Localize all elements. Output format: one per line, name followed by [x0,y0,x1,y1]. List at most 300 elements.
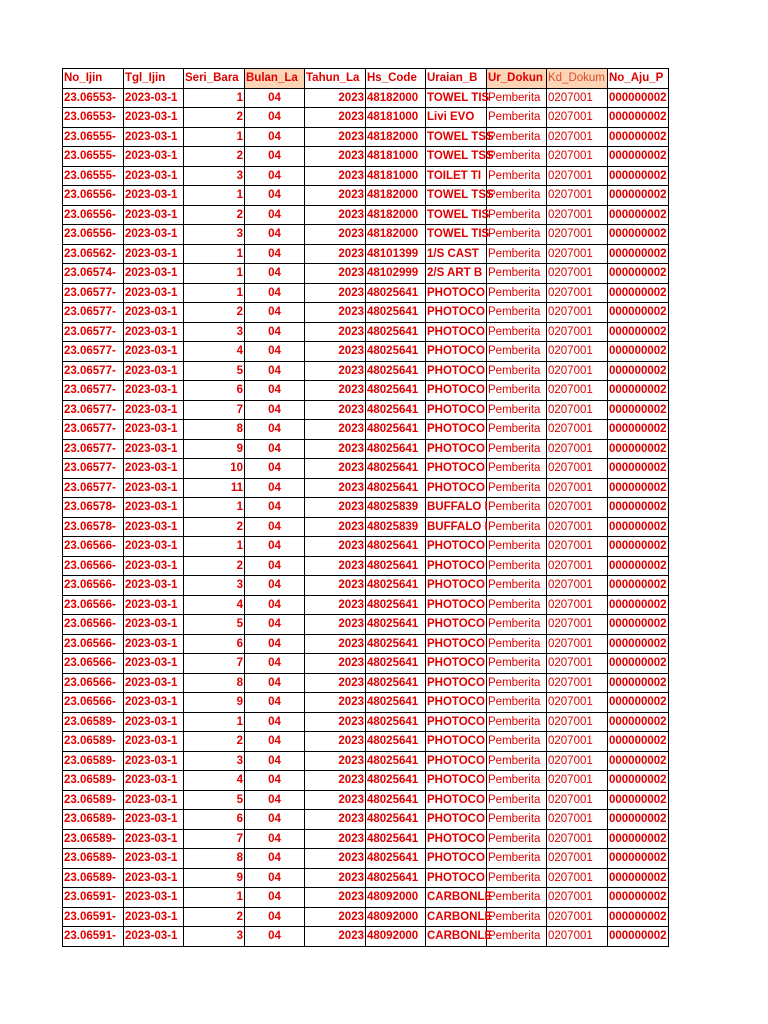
cell-tgl-ijin[interactable]: 2023-03-1 [124,108,184,128]
cell-kd-dokumen[interactable]: 0207001 [547,810,608,830]
cell-ur-dokumen[interactable]: Pemberita [487,108,547,128]
cell-hs-code[interactable]: 48181000 [366,108,426,128]
cell-tgl-ijin[interactable]: 2023-03-1 [124,322,184,342]
cell-tgl-ijin[interactable]: 2023-03-1 [124,244,184,264]
cell-uraian-barang[interactable]: TOWEL TSS [426,147,487,167]
cell-no-aju[interactable]: 000000002 [608,907,669,927]
cell-no-aju[interactable]: 000000002 [608,361,669,381]
cell-uraian-barang[interactable]: PHOTOCO [426,751,487,771]
cell-no-aju[interactable]: 000000002 [608,927,669,947]
cell-no-ijin[interactable]: 23.06577- [63,478,124,498]
cell-no-aju[interactable]: 000000002 [608,693,669,713]
cell-uraian-barang[interactable]: PHOTOCO [426,810,487,830]
cell-uraian-barang[interactable]: TOWEL TSS [426,186,487,206]
cell-tahun-lapor[interactable]: 2023 [305,166,366,186]
cell-no-aju[interactable]: 000000002 [608,205,669,225]
cell-tahun-lapor[interactable]: 2023 [305,244,366,264]
cell-kd-dokumen[interactable]: 0207001 [547,888,608,908]
cell-no-ijin[interactable]: 23.06553- [63,88,124,108]
cell-no-aju[interactable]: 000000002 [608,322,669,342]
cell-no-aju[interactable]: 000000002 [608,381,669,401]
cell-kd-dokumen[interactable]: 0207001 [547,634,608,654]
cell-seri-barang[interactable]: 1 [184,537,245,557]
cell-bulan-lapor[interactable]: 04 [245,342,305,362]
cell-tahun-lapor[interactable]: 2023 [305,790,366,810]
cell-kd-dokumen[interactable]: 0207001 [547,673,608,693]
cell-no-ijin[interactable]: 23.06556- [63,225,124,245]
cell-no-aju[interactable]: 000000002 [608,459,669,479]
cell-seri-barang[interactable]: 4 [184,342,245,362]
cell-kd-dokumen[interactable]: 0207001 [547,264,608,284]
cell-no-ijin[interactable]: 23.06589- [63,771,124,791]
cell-tahun-lapor[interactable]: 2023 [305,303,366,323]
cell-no-ijin[interactable]: 23.06556- [63,205,124,225]
cell-tahun-lapor[interactable]: 2023 [305,322,366,342]
cell-bulan-lapor[interactable]: 04 [245,907,305,927]
cell-tgl-ijin[interactable]: 2023-03-1 [124,381,184,401]
cell-tahun-lapor[interactable]: 2023 [305,927,366,947]
cell-bulan-lapor[interactable]: 04 [245,829,305,849]
cell-tahun-lapor[interactable]: 2023 [305,283,366,303]
cell-ur-dokumen[interactable]: Pemberita [487,849,547,869]
cell-hs-code[interactable]: 48025641 [366,400,426,420]
cell-tahun-lapor[interactable]: 2023 [305,771,366,791]
cell-tgl-ijin[interactable]: 2023-03-1 [124,673,184,693]
cell-hs-code[interactable]: 48025641 [366,849,426,869]
header-bulan-lapor[interactable]: Bulan_La [245,69,305,89]
cell-ur-dokumen[interactable]: Pemberita [487,498,547,518]
cell-uraian-barang[interactable]: BUFFALO I [426,498,487,518]
cell-bulan-lapor[interactable]: 04 [245,790,305,810]
cell-uraian-barang[interactable]: TOWEL TIS [426,225,487,245]
cell-seri-barang[interactable]: 3 [184,927,245,947]
cell-no-ijin[interactable]: 23.06566- [63,576,124,596]
cell-kd-dokumen[interactable]: 0207001 [547,439,608,459]
cell-hs-code[interactable]: 48025641 [366,693,426,713]
cell-seri-barang[interactable]: 5 [184,790,245,810]
cell-bulan-lapor[interactable]: 04 [245,127,305,147]
cell-seri-barang[interactable]: 6 [184,810,245,830]
cell-kd-dokumen[interactable]: 0207001 [547,88,608,108]
cell-uraian-barang[interactable]: CARBONLE [426,907,487,927]
cell-bulan-lapor[interactable]: 04 [245,615,305,635]
cell-seri-barang[interactable]: 6 [184,634,245,654]
cell-hs-code[interactable]: 48025641 [366,537,426,557]
cell-bulan-lapor[interactable]: 04 [245,283,305,303]
cell-tahun-lapor[interactable]: 2023 [305,381,366,401]
cell-seri-barang[interactable]: 1 [184,712,245,732]
cell-bulan-lapor[interactable]: 04 [245,108,305,128]
cell-seri-barang[interactable]: 1 [184,283,245,303]
cell-uraian-barang[interactable]: BUFFALO I [426,517,487,537]
cell-bulan-lapor[interactable]: 04 [245,147,305,167]
cell-kd-dokumen[interactable]: 0207001 [547,459,608,479]
cell-uraian-barang[interactable]: PHOTOCO [426,712,487,732]
cell-hs-code[interactable]: 48182000 [366,205,426,225]
cell-no-ijin[interactable]: 23.06577- [63,322,124,342]
cell-tahun-lapor[interactable]: 2023 [305,712,366,732]
cell-bulan-lapor[interactable]: 04 [245,868,305,888]
cell-tahun-lapor[interactable]: 2023 [305,186,366,206]
cell-tgl-ijin[interactable]: 2023-03-1 [124,459,184,479]
cell-hs-code[interactable]: 48182000 [366,127,426,147]
cell-hs-code[interactable]: 48025641 [366,381,426,401]
cell-tahun-lapor[interactable]: 2023 [305,732,366,752]
cell-bulan-lapor[interactable]: 04 [245,439,305,459]
cell-no-ijin[interactable]: 23.06589- [63,810,124,830]
cell-tgl-ijin[interactable]: 2023-03-1 [124,927,184,947]
cell-ur-dokumen[interactable]: Pemberita [487,556,547,576]
cell-bulan-lapor[interactable]: 04 [245,771,305,791]
cell-tahun-lapor[interactable]: 2023 [305,868,366,888]
cell-bulan-lapor[interactable]: 04 [245,927,305,947]
cell-tgl-ijin[interactable]: 2023-03-1 [124,537,184,557]
cell-tahun-lapor[interactable]: 2023 [305,498,366,518]
cell-uraian-barang[interactable]: PHOTOCO [426,478,487,498]
cell-no-ijin[interactable]: 23.06578- [63,517,124,537]
cell-tgl-ijin[interactable]: 2023-03-1 [124,225,184,245]
cell-hs-code[interactable]: 48025641 [366,361,426,381]
cell-tahun-lapor[interactable]: 2023 [305,88,366,108]
cell-no-ijin[interactable]: 23.06577- [63,303,124,323]
cell-seri-barang[interactable]: 1 [184,127,245,147]
cell-no-aju[interactable]: 000000002 [608,868,669,888]
cell-no-aju[interactable]: 000000002 [608,556,669,576]
cell-bulan-lapor[interactable]: 04 [245,225,305,245]
cell-hs-code[interactable]: 48025641 [366,751,426,771]
cell-tahun-lapor[interactable]: 2023 [305,693,366,713]
cell-tahun-lapor[interactable]: 2023 [305,439,366,459]
cell-kd-dokumen[interactable]: 0207001 [547,693,608,713]
header-tgl-ijin[interactable]: Tgl_Ijin [124,69,184,89]
cell-no-ijin[interactable]: 23.06591- [63,927,124,947]
cell-tahun-lapor[interactable]: 2023 [305,907,366,927]
cell-tahun-lapor[interactable]: 2023 [305,147,366,167]
cell-bulan-lapor[interactable]: 04 [245,244,305,264]
cell-hs-code[interactable]: 48025641 [366,634,426,654]
cell-uraian-barang[interactable]: PHOTOCO [426,303,487,323]
cell-kd-dokumen[interactable]: 0207001 [547,849,608,869]
cell-tahun-lapor[interactable]: 2023 [305,537,366,557]
cell-ur-dokumen[interactable]: Pemberita [487,322,547,342]
cell-uraian-barang[interactable]: PHOTOCO [426,381,487,401]
cell-seri-barang[interactable]: 9 [184,693,245,713]
cell-no-ijin[interactable]: 23.06566- [63,537,124,557]
cell-bulan-lapor[interactable]: 04 [245,576,305,596]
header-ur-dokumen[interactable]: Ur_Dokun [487,69,547,89]
cell-bulan-lapor[interactable]: 04 [245,634,305,654]
cell-bulan-lapor[interactable]: 04 [245,888,305,908]
cell-uraian-barang[interactable]: PHOTOCO [426,849,487,869]
cell-tgl-ijin[interactable]: 2023-03-1 [124,771,184,791]
cell-seri-barang[interactable]: 5 [184,615,245,635]
cell-no-ijin[interactable]: 23.06589- [63,849,124,869]
cell-ur-dokumen[interactable]: Pemberita [487,205,547,225]
cell-tgl-ijin[interactable]: 2023-03-1 [124,303,184,323]
cell-hs-code[interactable]: 48025641 [366,595,426,615]
cell-ur-dokumen[interactable]: Pemberita [487,751,547,771]
cell-no-aju[interactable]: 000000002 [608,225,669,245]
cell-bulan-lapor[interactable]: 04 [245,732,305,752]
cell-tgl-ijin[interactable]: 2023-03-1 [124,420,184,440]
cell-bulan-lapor[interactable]: 04 [245,673,305,693]
cell-kd-dokumen[interactable]: 0207001 [547,283,608,303]
cell-tgl-ijin[interactable]: 2023-03-1 [124,615,184,635]
cell-hs-code[interactable]: 48092000 [366,907,426,927]
cell-kd-dokumen[interactable]: 0207001 [547,907,608,927]
cell-seri-barang[interactable]: 2 [184,907,245,927]
cell-tahun-lapor[interactable]: 2023 [305,751,366,771]
cell-no-aju[interactable]: 000000002 [608,498,669,518]
cell-ur-dokumen[interactable]: Pemberita [487,868,547,888]
cell-hs-code[interactable]: 48181000 [366,147,426,167]
cell-uraian-barang[interactable]: TOWEL TIS [426,88,487,108]
cell-tahun-lapor[interactable]: 2023 [305,225,366,245]
cell-kd-dokumen[interactable]: 0207001 [547,790,608,810]
cell-no-ijin[interactable]: 23.06566- [63,693,124,713]
cell-seri-barang[interactable]: 3 [184,166,245,186]
cell-seri-barang[interactable]: 1 [184,244,245,264]
cell-tgl-ijin[interactable]: 2023-03-1 [124,576,184,596]
cell-tgl-ijin[interactable]: 2023-03-1 [124,595,184,615]
cell-hs-code[interactable]: 48025641 [366,732,426,752]
cell-hs-code[interactable]: 48025641 [366,673,426,693]
cell-tgl-ijin[interactable]: 2023-03-1 [124,634,184,654]
cell-no-ijin[interactable]: 23.06555- [63,166,124,186]
cell-seri-barang[interactable]: 2 [184,517,245,537]
cell-no-aju[interactable]: 000000002 [608,634,669,654]
cell-ur-dokumen[interactable]: Pemberita [487,342,547,362]
cell-hs-code[interactable]: 48025641 [366,478,426,498]
cell-no-ijin[interactable]: 23.06555- [63,127,124,147]
cell-no-aju[interactable]: 000000002 [608,283,669,303]
cell-kd-dokumen[interactable]: 0207001 [547,342,608,362]
cell-bulan-lapor[interactable]: 04 [245,303,305,323]
cell-ur-dokumen[interactable]: Pemberita [487,186,547,206]
cell-hs-code[interactable]: 48025641 [366,829,426,849]
cell-hs-code[interactable]: 48025641 [366,342,426,362]
cell-tahun-lapor[interactable]: 2023 [305,634,366,654]
cell-bulan-lapor[interactable]: 04 [245,88,305,108]
cell-no-ijin[interactable]: 23.06577- [63,420,124,440]
cell-hs-code[interactable]: 48025839 [366,498,426,518]
cell-tgl-ijin[interactable]: 2023-03-1 [124,712,184,732]
cell-uraian-barang[interactable]: PHOTOCO [426,693,487,713]
cell-tahun-lapor[interactable]: 2023 [305,478,366,498]
cell-ur-dokumen[interactable]: Pemberita [487,166,547,186]
cell-kd-dokumen[interactable]: 0207001 [547,127,608,147]
cell-seri-barang[interactable]: 2 [184,205,245,225]
cell-no-aju[interactable]: 000000002 [608,595,669,615]
cell-ur-dokumen[interactable]: Pemberita [487,537,547,557]
cell-no-ijin[interactable]: 23.06577- [63,283,124,303]
cell-hs-code[interactable]: 48025641 [366,303,426,323]
cell-tgl-ijin[interactable]: 2023-03-1 [124,205,184,225]
cell-seri-barang[interactable]: 2 [184,147,245,167]
cell-kd-dokumen[interactable]: 0207001 [547,478,608,498]
cell-no-aju[interactable]: 000000002 [608,342,669,362]
cell-kd-dokumen[interactable]: 0207001 [547,615,608,635]
cell-kd-dokumen[interactable]: 0207001 [547,751,608,771]
cell-uraian-barang[interactable]: CARBONLE [426,927,487,947]
cell-uraian-barang[interactable]: PHOTOCO [426,829,487,849]
cell-hs-code[interactable]: 48182000 [366,88,426,108]
cell-ur-dokumen[interactable]: Pemberita [487,829,547,849]
cell-uraian-barang[interactable]: PHOTOCO [426,420,487,440]
cell-tgl-ijin[interactable]: 2023-03-1 [124,907,184,927]
cell-kd-dokumen[interactable]: 0207001 [547,322,608,342]
cell-tgl-ijin[interactable]: 2023-03-1 [124,478,184,498]
cell-uraian-barang[interactable]: PHOTOCO [426,673,487,693]
cell-tgl-ijin[interactable]: 2023-03-1 [124,147,184,167]
cell-tgl-ijin[interactable]: 2023-03-1 [124,517,184,537]
cell-kd-dokumen[interactable]: 0207001 [547,517,608,537]
cell-seri-barang[interactable]: 3 [184,322,245,342]
cell-hs-code[interactable]: 48025641 [366,810,426,830]
cell-no-aju[interactable]: 000000002 [608,790,669,810]
cell-ur-dokumen[interactable]: Pemberita [487,673,547,693]
cell-seri-barang[interactable]: 2 [184,732,245,752]
cell-kd-dokumen[interactable]: 0207001 [547,537,608,557]
cell-tahun-lapor[interactable]: 2023 [305,127,366,147]
cell-seri-barang[interactable]: 1 [184,888,245,908]
cell-bulan-lapor[interactable]: 04 [245,712,305,732]
cell-no-aju[interactable]: 000000002 [608,751,669,771]
cell-seri-barang[interactable]: 7 [184,829,245,849]
cell-bulan-lapor[interactable]: 04 [245,517,305,537]
cell-tgl-ijin[interactable]: 2023-03-1 [124,556,184,576]
cell-no-ijin[interactable]: 23.06566- [63,654,124,674]
cell-ur-dokumen[interactable]: Pemberita [487,888,547,908]
cell-kd-dokumen[interactable]: 0207001 [547,868,608,888]
cell-uraian-barang[interactable]: PHOTOCO [426,537,487,557]
cell-no-ijin[interactable]: 23.06589- [63,712,124,732]
cell-seri-barang[interactable]: 3 [184,225,245,245]
cell-seri-barang[interactable]: 2 [184,556,245,576]
cell-ur-dokumen[interactable]: Pemberita [487,790,547,810]
cell-hs-code[interactable]: 48025641 [366,576,426,596]
cell-tahun-lapor[interactable]: 2023 [305,810,366,830]
cell-kd-dokumen[interactable]: 0207001 [547,498,608,518]
cell-ur-dokumen[interactable]: Pemberita [487,576,547,596]
cell-no-aju[interactable]: 000000002 [608,849,669,869]
cell-no-ijin[interactable]: 23.06577- [63,342,124,362]
cell-seri-barang[interactable]: 3 [184,751,245,771]
header-seri-barang[interactable]: Seri_Bara [184,69,245,89]
cell-ur-dokumen[interactable]: Pemberita [487,927,547,947]
cell-no-ijin[interactable]: 23.06589- [63,751,124,771]
cell-no-aju[interactable]: 000000002 [608,147,669,167]
cell-tgl-ijin[interactable]: 2023-03-1 [124,810,184,830]
cell-no-ijin[interactable]: 23.06591- [63,907,124,927]
cell-bulan-lapor[interactable]: 04 [245,693,305,713]
cell-tgl-ijin[interactable]: 2023-03-1 [124,283,184,303]
cell-bulan-lapor[interactable]: 04 [245,264,305,284]
cell-hs-code[interactable]: 48182000 [366,225,426,245]
cell-no-ijin[interactable]: 23.06553- [63,108,124,128]
cell-hs-code[interactable]: 48101399 [366,244,426,264]
cell-hs-code[interactable]: 48181000 [366,166,426,186]
cell-no-ijin[interactable]: 23.06566- [63,595,124,615]
cell-hs-code[interactable]: 48025641 [366,654,426,674]
cell-uraian-barang[interactable]: TOWEL TSS [426,127,487,147]
cell-kd-dokumen[interactable]: 0207001 [547,654,608,674]
cell-no-ijin[interactable]: 23.06589- [63,868,124,888]
cell-seri-barang[interactable]: 4 [184,771,245,791]
cell-tgl-ijin[interactable]: 2023-03-1 [124,400,184,420]
cell-tahun-lapor[interactable]: 2023 [305,420,366,440]
cell-tgl-ijin[interactable]: 2023-03-1 [124,361,184,381]
cell-no-aju[interactable]: 000000002 [608,576,669,596]
cell-kd-dokumen[interactable]: 0207001 [547,576,608,596]
cell-bulan-lapor[interactable]: 04 [245,400,305,420]
cell-uraian-barang[interactable]: PHOTOCO [426,868,487,888]
cell-kd-dokumen[interactable]: 0207001 [547,556,608,576]
cell-no-aju[interactable]: 000000002 [608,615,669,635]
cell-seri-barang[interactable]: 8 [184,849,245,869]
cell-seri-barang[interactable]: 1 [184,186,245,206]
cell-kd-dokumen[interactable]: 0207001 [547,205,608,225]
cell-kd-dokumen[interactable]: 0207001 [547,225,608,245]
cell-hs-code[interactable]: 48025641 [366,322,426,342]
cell-kd-dokumen[interactable]: 0207001 [547,186,608,206]
cell-tgl-ijin[interactable]: 2023-03-1 [124,166,184,186]
cell-bulan-lapor[interactable]: 04 [245,322,305,342]
cell-uraian-barang[interactable]: TOWEL TIS [426,205,487,225]
cell-kd-dokumen[interactable]: 0207001 [547,732,608,752]
cell-tgl-ijin[interactable]: 2023-03-1 [124,868,184,888]
cell-seri-barang[interactable]: 9 [184,439,245,459]
cell-bulan-lapor[interactable]: 04 [245,381,305,401]
cell-uraian-barang[interactable]: TOILET TI [426,166,487,186]
cell-no-aju[interactable]: 000000002 [608,186,669,206]
cell-hs-code[interactable]: 48102999 [366,264,426,284]
cell-tahun-lapor[interactable]: 2023 [305,264,366,284]
cell-bulan-lapor[interactable]: 04 [245,810,305,830]
cell-seri-barang[interactable]: 5 [184,361,245,381]
cell-uraian-barang[interactable]: PHOTOCO [426,283,487,303]
cell-kd-dokumen[interactable]: 0207001 [547,595,608,615]
cell-no-aju[interactable]: 000000002 [608,88,669,108]
cell-no-aju[interactable]: 000000002 [608,732,669,752]
cell-tahun-lapor[interactable]: 2023 [305,576,366,596]
cell-uraian-barang[interactable]: 2/S ART B [426,264,487,284]
cell-kd-dokumen[interactable]: 0207001 [547,361,608,381]
cell-tgl-ijin[interactable]: 2023-03-1 [124,888,184,908]
cell-uraian-barang[interactable]: PHOTOCO [426,361,487,381]
cell-tgl-ijin[interactable]: 2023-03-1 [124,342,184,362]
cell-no-ijin[interactable]: 23.06555- [63,147,124,167]
cell-seri-barang[interactable]: 8 [184,420,245,440]
cell-no-aju[interactable]: 000000002 [608,108,669,128]
cell-ur-dokumen[interactable]: Pemberita [487,810,547,830]
header-tahun-lapor[interactable]: Tahun_La [305,69,366,89]
cell-tahun-lapor[interactable]: 2023 [305,400,366,420]
header-kd-dokumen[interactable]: Kd_Dokum [547,69,608,89]
cell-tahun-lapor[interactable]: 2023 [305,205,366,225]
cell-tahun-lapor[interactable]: 2023 [305,654,366,674]
cell-hs-code[interactable]: 48025839 [366,517,426,537]
cell-no-aju[interactable]: 000000002 [608,829,669,849]
cell-ur-dokumen[interactable]: Pemberita [487,771,547,791]
cell-bulan-lapor[interactable]: 04 [245,361,305,381]
cell-hs-code[interactable]: 48025641 [366,459,426,479]
cell-no-aju[interactable]: 000000002 [608,888,669,908]
cell-no-ijin[interactable]: 23.06591- [63,888,124,908]
cell-kd-dokumen[interactable]: 0207001 [547,166,608,186]
cell-seri-barang[interactable]: 6 [184,381,245,401]
cell-no-aju[interactable]: 000000002 [608,771,669,791]
